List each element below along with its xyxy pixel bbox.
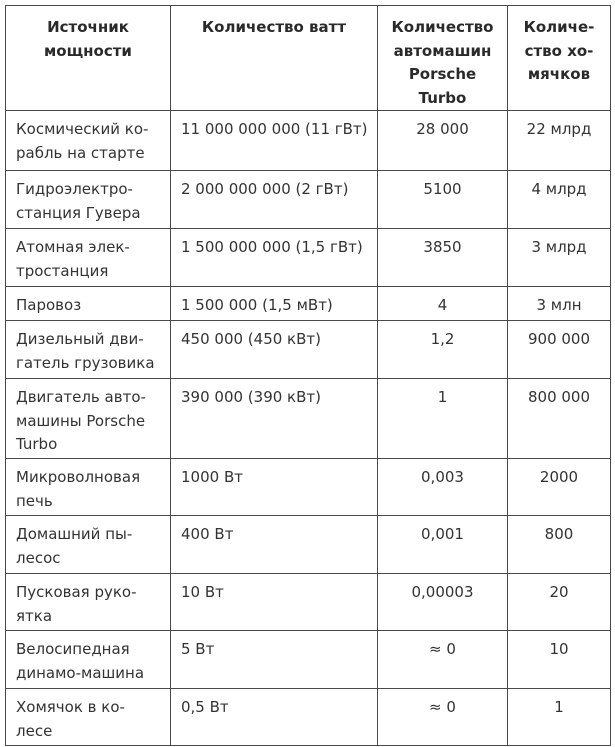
table-row bbox=[6, 631, 611, 689]
header-text: Источник bbox=[47, 18, 129, 36]
cell-text-line: Велосипедная bbox=[16, 640, 130, 658]
table-row bbox=[6, 321, 611, 379]
cell-watts: 2 000 000 000 (2 гВт) bbox=[171, 171, 378, 229]
cell-hamsters: 4 млрд bbox=[508, 171, 611, 229]
cell-text-line: тростанция bbox=[16, 261, 109, 280]
cell-cars: 1 bbox=[378, 379, 508, 459]
cell-text-line: Гидроэлектро- bbox=[16, 180, 133, 198]
table-row bbox=[6, 171, 611, 229]
cell-watts: 11 000 000 000 (11 гВт) bbox=[171, 111, 378, 171]
cell-text-line: Домашний пы- bbox=[16, 525, 133, 543]
cell-text-line: Космический ко- bbox=[16, 120, 149, 138]
cell-hamsters: 800 000 bbox=[508, 379, 611, 459]
cell-text-line: Дизельный дви- bbox=[16, 330, 144, 348]
table-row bbox=[6, 229, 611, 287]
header-text: Количе- bbox=[523, 18, 595, 36]
cell-hamsters: 900 000 bbox=[508, 321, 611, 379]
cell-text-line: машины Porsche bbox=[16, 411, 146, 430]
cell-text-line: лесе bbox=[16, 721, 53, 740]
cell-text-line: Пусковая руко- bbox=[16, 583, 137, 601]
header-text: мячков bbox=[527, 65, 591, 83]
header-text: ство хо- bbox=[524, 41, 594, 60]
table-row bbox=[6, 516, 611, 574]
header-porsche-count bbox=[378, 6, 508, 111]
cell-source bbox=[6, 631, 171, 689]
cell-text-line: гатель грузовика bbox=[16, 353, 155, 372]
cell-text-line: лесос bbox=[16, 548, 61, 567]
cell-hamsters: 10 bbox=[508, 631, 611, 689]
table-row bbox=[6, 287, 611, 321]
cell-watts: 5 Вт bbox=[171, 631, 378, 689]
table-row bbox=[6, 689, 611, 746]
cell-cars: ≈ 0 bbox=[378, 631, 508, 689]
cell-source bbox=[6, 171, 171, 229]
cell-hamsters: 20 bbox=[508, 574, 611, 631]
cell-cars: 0,00003 bbox=[378, 574, 508, 631]
cell-cars: ≈ 0 bbox=[378, 689, 508, 746]
header-text: Porsche bbox=[408, 65, 477, 83]
cell-hamsters: 1 bbox=[508, 689, 611, 746]
cell-text-line: печь bbox=[16, 491, 53, 510]
cell-text-line: станция Гувера bbox=[16, 203, 141, 222]
cell-hamsters: 22 млрд bbox=[508, 111, 611, 171]
cell-watts: 0,5 Вт bbox=[171, 689, 378, 746]
table-row bbox=[6, 459, 611, 516]
cell-cars: 28 000 bbox=[378, 111, 508, 171]
cell-source bbox=[6, 516, 171, 574]
table-row bbox=[6, 111, 611, 171]
cell-watts: 450 000 (450 кВт) bbox=[171, 321, 378, 379]
cell-cars: 3850 bbox=[378, 229, 508, 287]
cell-hamsters: 3 млрд bbox=[508, 229, 611, 287]
cell-hamsters: 3 млн bbox=[508, 287, 611, 321]
cell-hamsters: 2000 bbox=[508, 459, 611, 516]
table-header-row bbox=[6, 6, 611, 111]
cell-watts: 1 500 000 000 (1,5 гВт) bbox=[171, 229, 378, 287]
cell-source bbox=[6, 321, 171, 379]
header-text: Количество ватт bbox=[201, 18, 347, 36]
cell-text-line: Атомная элек- bbox=[16, 238, 130, 256]
cell-watts: 400 Вт bbox=[171, 516, 378, 574]
cell-source bbox=[6, 574, 171, 631]
cell-source bbox=[6, 379, 171, 459]
cell-watts: 1000 Вт bbox=[171, 459, 378, 516]
power-comparison-table bbox=[5, 5, 611, 746]
cell-cars: 0,003 bbox=[378, 459, 508, 516]
cell-text-line: Turbo bbox=[16, 435, 58, 453]
cell-cars: 4 bbox=[378, 287, 508, 321]
cell-text-line: Паровоз bbox=[16, 296, 82, 314]
header-text: автомашин bbox=[393, 41, 492, 60]
header-text: Turbo bbox=[418, 88, 467, 107]
cell-watts: 1 500 000 (1,5 мВт) bbox=[171, 287, 378, 321]
cell-text-line: Двигатель авто- bbox=[16, 388, 146, 406]
cell-source bbox=[6, 287, 171, 321]
cell-source bbox=[6, 111, 171, 171]
cell-hamsters: 800 bbox=[508, 516, 611, 574]
cell-text-line: ятка bbox=[16, 606, 53, 625]
header-text: мощности bbox=[44, 41, 132, 60]
cell-source bbox=[6, 459, 171, 516]
header-watts bbox=[171, 6, 378, 111]
cell-text-line: Микроволновая bbox=[16, 468, 141, 486]
cell-source bbox=[6, 229, 171, 287]
table-body bbox=[6, 111, 611, 746]
cell-watts: 390 000 (390 кВт) bbox=[171, 379, 378, 459]
cell-text-line: динамо-машина bbox=[16, 663, 145, 682]
header-text: Количество bbox=[391, 18, 494, 36]
cell-text-line: Хомячок в ко- bbox=[16, 698, 125, 716]
header-hamster-count bbox=[508, 6, 611, 111]
table-row bbox=[6, 379, 611, 459]
cell-cars: 0,001 bbox=[378, 516, 508, 574]
table-row bbox=[6, 574, 611, 631]
cell-watts: 10 Вт bbox=[171, 574, 378, 631]
cell-source bbox=[6, 689, 171, 746]
cell-cars: 5100 bbox=[378, 171, 508, 229]
cell-text-line: рабль на старте bbox=[16, 143, 145, 162]
cell-cars: 1,2 bbox=[378, 321, 508, 379]
header-power-source bbox=[6, 6, 171, 111]
